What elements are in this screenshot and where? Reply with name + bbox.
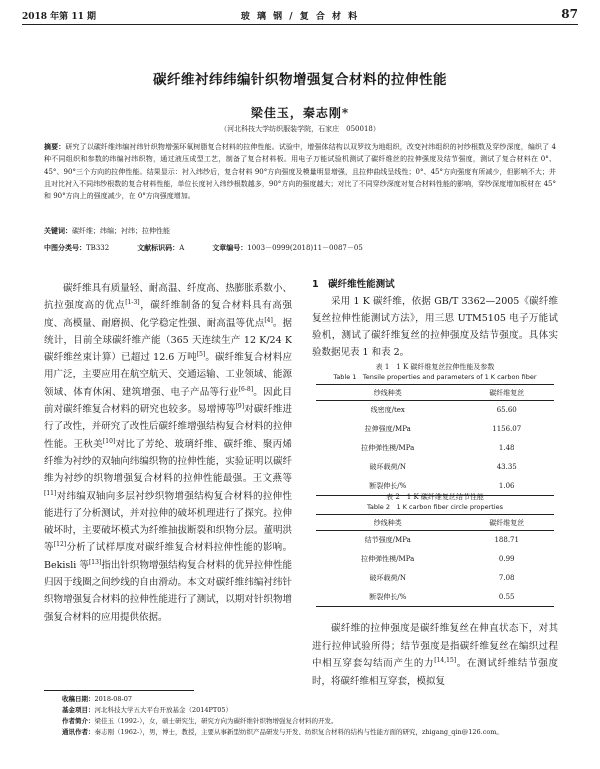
doc-code <box>137 243 184 253</box>
citation-marker: [6-8] <box>238 385 254 393</box>
author1-bio: 梁佳玉（1992-），女，硕士研究生，研究方向为碳纤维针织物增强复合材料的开发。 <box>94 717 338 725</box>
footnote-received <box>62 694 556 705</box>
table-row <box>316 588 554 607</box>
citation-marker: [10] <box>102 437 116 445</box>
clc-number <box>44 243 109 253</box>
table-cell: 拉伸强度/MPa <box>364 425 411 433</box>
citation-marker: [12] <box>53 541 67 549</box>
author-affiliation: （河北科技大学纺织服装学院，石家庄 050018） <box>220 125 380 133</box>
author2-bio: 秦志刚（1962-），男，博士，教授，主要从事新型纺织产品研发与开发、纺织复合材料的结构与性能方面的研究，zhigang_qin@126.com。 <box>94 728 503 736</box>
received-label: 收稿日期： <box>62 695 95 703</box>
table-row <box>316 531 554 550</box>
table-cell: 0.55 <box>459 588 554 607</box>
running-header <box>22 6 578 24</box>
doc-value: A <box>179 244 185 252</box>
journal-name: 玻 璃 钢 / 复 合 材 料 <box>240 12 360 22</box>
clc-value: TB332 <box>86 244 110 252</box>
author-list: 梁佳玉，秦志刚* <box>250 106 350 120</box>
citation-marker: [14,15] <box>434 656 457 664</box>
table-row <box>316 420 554 439</box>
results-paragraph: 碳纤维的拉伸强度是碳纤维复丝在伸直状态下，对其进行拉伸试验所得；结节强度是指碳纤维复丝在编织过程中相互穿套勾结而产生的力[14,15]。在测试纤维结节强度时，将碳纤维相互穿套，模拟复 <box>312 623 558 687</box>
table1-header: 碳纤维复丝 <box>459 385 554 401</box>
fund-label: 基金项目： <box>62 706 95 714</box>
table1-caption <box>312 362 558 382</box>
table-row <box>316 458 554 477</box>
doc-label: 文献标识码： <box>137 243 180 252</box>
author2-label: 通讯作者： <box>62 728 95 736</box>
table2-caption-en: Table 2 1 K carbon fiber circle properties <box>366 503 504 511</box>
table-cell: 结节强度/MPa <box>364 536 411 545</box>
keywords-text: 碳纤维；纬编；衬纬；拉伸性能 <box>72 227 170 235</box>
article-title: 碳纤维衬纬纬编针织物增强复合材料的拉伸性能 <box>153 72 447 88</box>
citation-marker: [5] <box>196 351 206 359</box>
table2-header: 碳纤维复丝 <box>459 515 554 531</box>
table2-caption-cn: 表 2 1 K 碳纤维复丝结节性能 <box>386 493 484 501</box>
table-cell: 1156.07 <box>492 425 522 433</box>
header-rule <box>22 24 578 25</box>
table1-header: 纱线种类 <box>316 385 459 401</box>
issue-label: 2018 年第 11 期 <box>22 12 96 22</box>
keywords <box>44 226 556 236</box>
table-cell: 65.60 <box>496 406 517 415</box>
table-row <box>316 550 554 569</box>
section-heading: 1 碳纤维性能测试 <box>312 279 395 290</box>
footnote-author1 <box>62 716 556 727</box>
citation-marker: [4] <box>264 316 273 324</box>
footnote-fund <box>62 705 556 716</box>
table-cell: 43.35 <box>496 463 517 471</box>
table-cell: 拉伸弹性模/MPa <box>361 444 415 452</box>
table-cell: 线密度/tex <box>370 406 405 415</box>
table-cell: 破坏载荷/N <box>369 574 406 582</box>
table-row <box>316 569 554 588</box>
abstract-text: 研究了以碳纤维纬编衬纬针织物增强环氧树脂复合材料的拉伸性能。试验中，增强体结构以双罗纹为地组织，改变衬纬组织的衬纱根数及穿纱深度，编织了 4 种不同组织和参数的纬编衬纬织物，通过液压成型工艺，制备了复合材料板。用电子万能试验机测试了碳纤维丝的拉伸强度及结节强度，测试了复合材料在 0°、45°、90°三个方向的拉伸性能。结果显示：衬入纬纱后，复合材料 90°方向强度及模量明显增强，且拉伸曲线呈线性；0°、45°方向强度有所减少，但影响不大；并且对比衬入不同纬纱根数的复合材料性能，单位长度衬入纬纱根数越多，90°方向的强度越大；对比了不同穿纱深度对复合材料性能的影响，穿纱深度增加板材在 45°和 90°方向上的强度减少，在 0°方向强度增加。 <box>44 143 557 201</box>
table-cell: 断裂伸长/% <box>316 588 459 607</box>
keywords-label: 关键词： <box>44 226 72 235</box>
citation-marker: [9] <box>235 402 245 410</box>
table-cell: 7.08 <box>498 574 515 582</box>
intro-paragraph: 碳纤维具有质量轻、耐高温、纤度高、热膨胀系数小、抗拉强度高的优点[1-3]，碳纤维制备的复合材料具有高强度、高模量、耐磨损、化学稳定性强、耐高温等优点[4]。据统计，目前全球碳纤维产能（365 天连续生产 12 K/24 K 碳纤维丝束计算）已超过 12.6 万吨[5]。碳纤维复合材料应用广泛，主要应用在航空航天、交通运输、工业领域、能源领域、体育休闲、建筑增强、电子产品等行业[6-8]。因此目前对碳纤维复合材料的研究也较多。易增博等[9]对碳纤维进行了改性，并研究了改性后碳纤维增强结构复合材料的拉伸性能。王秋美[10]对比了芳纶、玻璃纤维、碳纤维、聚丙烯纤维为衬纱的双轴向纬编织物的拉伸性能，实验证明以碳纤维为衬纱的织物增强复合材料的拉伸性能最强。王文燕等[11]对纬编双轴向多层衬纱织物增强结构复合材料的拉伸性能进行了分析测试，并对拉伸的破坏机理进行了探究。拉伸破坏时，主要破坏模式为纤维抽拔断裂和织物分层。董明洪等[12]分析了试样厚度对碳纤维复合材料拉伸性能的影响。Bekisli 等[13]指出针织物增强结构复合材料的优异拉伸性能归因于线圈之间纱线的自由滑动。本文对碳纤维纬编衬纬针织物增强复合材料的拉伸性能进行了测试，以期对针织物增强复合材料的应用提供依据。 <box>44 283 292 623</box>
page-number: 87 <box>561 7 578 21</box>
article-value: 1003－0999(2018)11－0087－05 <box>247 244 363 252</box>
footnote-author2 <box>62 727 556 738</box>
fund-text: 河北科技大学五大平台开放基金（2014PT05） <box>94 706 233 714</box>
table-cell: 1.06 <box>459 477 554 496</box>
author1-label: 作者简介： <box>62 717 95 725</box>
table-cell: 0.99 <box>498 555 515 563</box>
table1 <box>316 384 554 496</box>
section-text: 采用 1 K 碳纤维，依据 GB/T 3362—2005《碳纤维复丝拉伸性能测试方法》，用三思 UTM5105 电子万能试验机，测试了碳纤维复丝的拉伸强度及结节强度。具体实验数据见表 1 和表 2。 <box>312 296 558 358</box>
article-label: 文章编号： <box>212 243 248 252</box>
table-cell: 破坏载荷/N <box>369 463 406 471</box>
citation-marker: [1-3] <box>125 299 140 307</box>
abstract-label: 摘要： <box>44 142 66 151</box>
abstract <box>44 141 556 202</box>
classification-meta <box>44 243 556 253</box>
clc-label: 中图分类号： <box>44 243 86 252</box>
table-cell: 断裂伸长/% <box>316 477 459 496</box>
footnotes <box>62 694 556 738</box>
footnote-rule <box>44 690 194 691</box>
table1-caption-en: Table 1 Tensile properties and parameters of 1 K carbon fiber <box>333 373 537 381</box>
table-cell: 188.71 <box>494 536 519 545</box>
table-cell: 1.48 <box>498 444 515 452</box>
table-row <box>316 401 554 420</box>
article-number <box>212 243 363 253</box>
table-row <box>316 439 554 458</box>
table2-header: 纱线种类 <box>316 515 459 531</box>
table1-caption-cn: 表 1 1 K 碳纤维复丝拉伸性能及参数 <box>375 363 495 371</box>
table2-caption <box>312 492 558 512</box>
citation-marker: [13] <box>88 558 102 566</box>
citation-marker: [11] <box>44 489 57 497</box>
table2 <box>316 514 554 607</box>
table-cell: 拉伸弹性模/MPa <box>361 555 415 563</box>
received-date: 2018-08-07 <box>94 695 132 703</box>
